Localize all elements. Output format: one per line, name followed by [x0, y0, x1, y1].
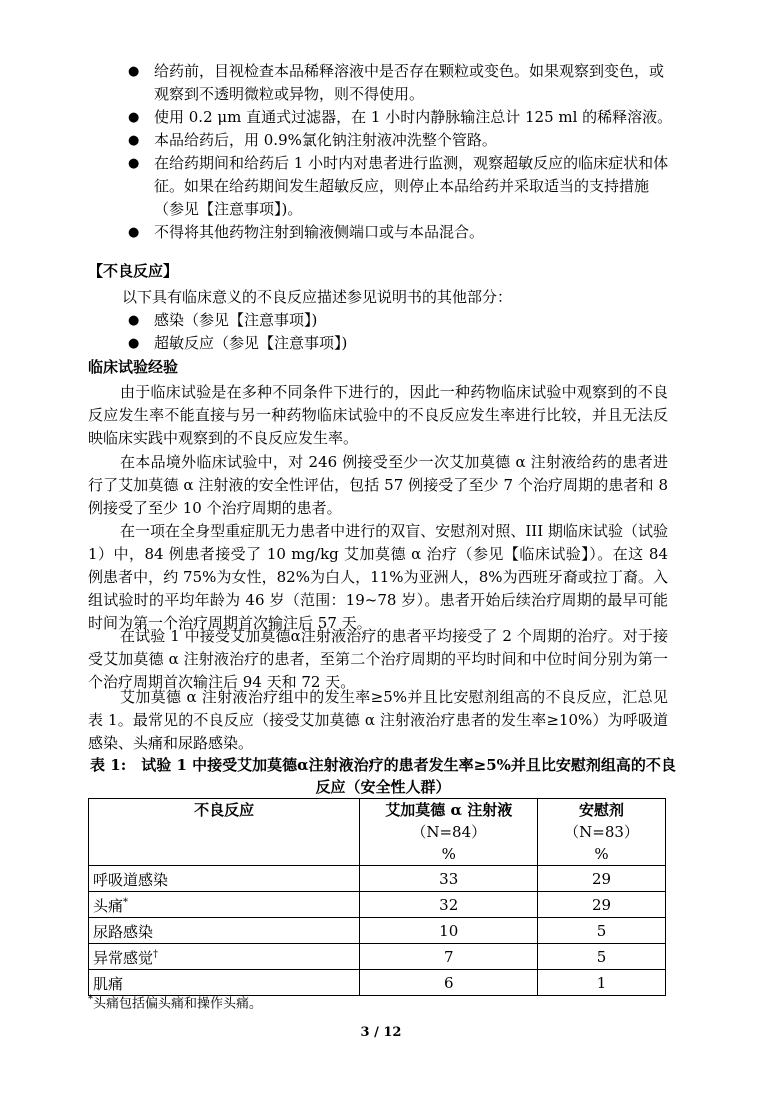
- table-row: [89, 918, 666, 944]
- adverse-reaction-name: 头痛: [93, 897, 124, 915]
- table-caption: 表 1: 试验 1 中接受艾加莫德α注射液治疗的患者发生率≥5%并且比安慰剂组高的不良反应（安全性人群）: [90, 756, 676, 796]
- placebo-incidence: 29: [538, 892, 666, 918]
- drug-incidence: 7: [360, 944, 538, 970]
- subsection-title-clinical-trials: 临床试验经验: [88, 358, 179, 376]
- list-item: ● 给药前，目视检查本品稀释溶液中是否存在颗粒或变色。如果观察到变色，或观察到不透明微粒或异物，则不得使用。: [128, 62, 665, 103]
- intro-text: 以下具有临床意义的不良反应描述参见说明书的其他部分：: [122, 288, 513, 306]
- adverse-reaction-bullet-list: [128, 309, 674, 355]
- table-row: 异常感觉† 7 5: [89, 944, 666, 970]
- table-footnote: *头痛包括偏头痛和操作头痛。: [88, 994, 263, 1012]
- list-item: ● 超敏反应（参见【注意事项】): [154, 332, 674, 355]
- administration-bullet-list: [128, 60, 674, 244]
- drug-incidence: 33: [360, 866, 538, 892]
- paragraph: 艾加莫德 α 注射液治疗组中的发生率≥5%并且比安慰剂组高的不良反应，汇总见表 1。最常见的不良反应（接受艾加莫德 α 注射液治疗患者的发生率≥10%）为呼吸道感染、头痛和尿路感染。: [88, 688, 668, 752]
- drug-incidence: 6: [360, 970, 538, 996]
- drug-incidence: 10: [360, 918, 538, 944]
- table-row: 头痛* 32 29: [89, 892, 666, 918]
- section-title-adverse-reactions: 【不良反应】: [88, 262, 179, 280]
- adverse-reactions-table: [88, 798, 666, 996]
- placebo-incidence: 1: [538, 970, 666, 996]
- page-number: 3 / 12: [360, 1025, 402, 1040]
- list-item: ● 在给药期间和给药后 1 小时内对患者进行监测，观察超敏反应的临床症状和体征。如果在给药期间发生超敏反应，则停止本品给药并采取适当的支持措施（参见【注意事项】)。: [128, 154, 669, 218]
- bullet-icon: ●: [128, 64, 140, 79]
- bullet-icon: ●: [128, 133, 140, 148]
- list-item: ● 不得将其他药物注射到输液侧端口或与本品混合。: [154, 221, 674, 244]
- bullet-icon: ●: [128, 336, 140, 351]
- header-drug-group: 艾加莫德 α 注射液 （N=84） %: [360, 799, 538, 866]
- paragraph: 在试验 1 中接受艾加莫德α注射液治疗的患者平均接受了 2 个周期的治疗。对于接受艾加莫德 α 注射液治疗的患者，至第二个治疗周期的平均时间和中位时间分别为第一个治疗周期首次输注后 94 天和 72 天。: [88, 627, 668, 691]
- list-item: ● 感染（参见【注意事项】): [154, 309, 674, 332]
- drug-incidence: 32: [360, 892, 538, 918]
- header-adverse-reaction: 不良反应: [89, 799, 360, 866]
- header-placebo-group: 安慰剂 （N=83） %: [538, 799, 666, 866]
- list-item: ● 使用 0.2 μm 直通式过滤器，在 1 小时内静脉输注总计 125 ml 的稀释溶液。: [154, 106, 674, 129]
- placebo-incidence: 5: [538, 918, 666, 944]
- table-row: [89, 866, 666, 892]
- placebo-incidence: 29: [538, 866, 666, 892]
- adverse-reaction-name: 呼吸道感染: [93, 871, 169, 889]
- adverse-reaction-name: 肌痛: [93, 975, 124, 993]
- paragraph: 在本品境外临床试验中，对 246 例接受至少一次艾加莫德 α 注射液给药的患者进行了艾加莫德 α 注射液的安全性评估，包括 57 例接受了至少 7 个治疗周期的患者和 8 例接受了至少 10 个治疗周期的患者。: [88, 453, 668, 517]
- adverse-reaction-name: 尿路感染: [93, 923, 154, 941]
- bullet-icon: ●: [128, 110, 140, 125]
- bullet-icon: ●: [128, 225, 140, 240]
- bullet-icon: ●: [128, 156, 140, 171]
- paragraph: 在一项在全身型重症肌无力患者中进行的双盲、安慰剂对照、III 期临床试验（试验 1）中，84 例患者接受了 10 mg/kg 艾加莫德 α 治疗（参见【临床试验】）。在这 84 例患者中，约 75%为女性，82%为白人，11%为亚洲人，8%为西班牙裔或拉丁裔。入组试验时的平均年龄为 46 岁（范围：19~78 岁）。患者开始后续治疗周期的最早可能时间为第一个治疗周期首次输注后 57 天。: [88, 522, 668, 632]
- paragraph: 由于临床试验是在多种不同条件下进行的，因此一种药物临床试验中观察到的不良反应发生率不能直接与另一种药物临床试验中的不良反应发生率进行比较，并且无法反映临床实践中观察到的不良反应发生率。: [88, 383, 668, 447]
- table-header-row: [89, 799, 666, 866]
- list-item: ● 本品给药后，用 0.9%氯化钠注射液冲洗整个管路。: [154, 129, 674, 152]
- placebo-incidence: 5: [538, 944, 666, 970]
- bullet-icon: ●: [128, 313, 140, 328]
- adverse-reaction-name: 异常感觉: [93, 949, 154, 967]
